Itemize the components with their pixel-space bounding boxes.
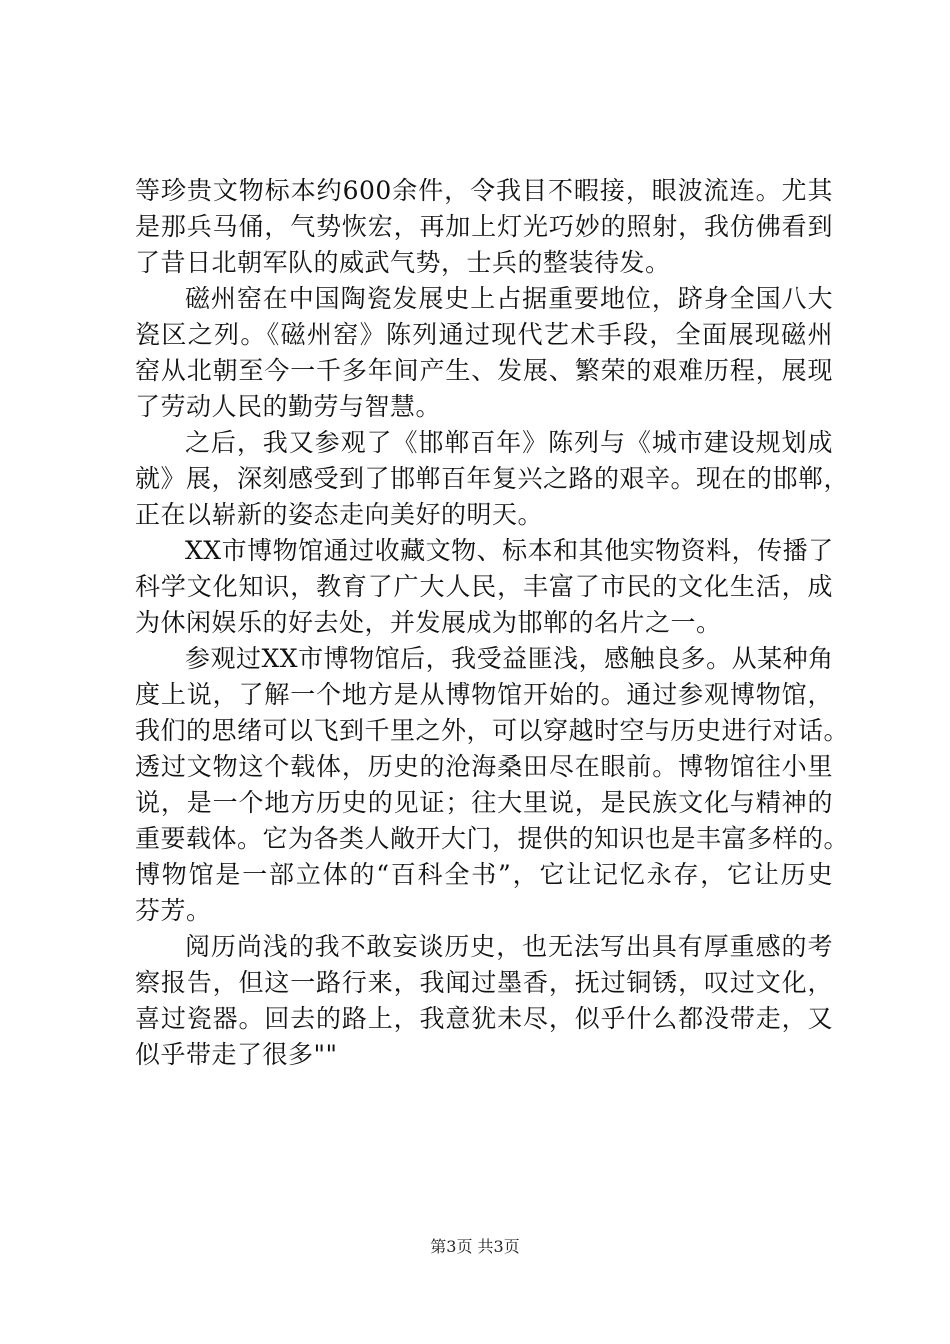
text-line: 是那兵马俑，气势恢宏，再加上灯光巧妙的照射，我仿佛看到 (135, 212, 833, 241)
text-line: 喜过瓷器。回去的路上，我意犹未尽，似乎什么都没带走，又 (135, 1004, 833, 1033)
body-text (135, 173, 850, 1073)
text-line: 似乎带走了很多"" (135, 1040, 338, 1069)
text-line: 窑从北朝至今一千多年间产生、发展、繁荣的艰难历程，展现 (135, 356, 833, 385)
text-line: 度上说，了解一个地方是从博物馆开始的。通过参观博物馆， (135, 680, 833, 709)
text-line: 博物馆是一部立体的“百科全书”，它让记忆永存，它让历史 (135, 860, 833, 889)
text-line: 透过文物这个载体，历史的沧海桑田尽在眼前。博物馆往小里 (135, 752, 833, 781)
text-line: 阅历尚浅的我不敢妄谈历史，也无法写出具有厚重感的考 (185, 932, 833, 961)
paragraph (135, 425, 850, 533)
paragraph (135, 281, 833, 425)
text-line: XX市博物馆通过收藏文物、标本和其他实物资料，传播了 (185, 536, 834, 565)
paragraph (135, 641, 850, 929)
text-line: 芬芳。 (135, 896, 212, 925)
paragraph (135, 929, 833, 1073)
text-line: 重要载体。它为各类人敞开大门，提供的知识也是丰富多样的。 (135, 824, 850, 853)
text-line: 之后，我又参观了《邯郸百年》陈列与《城市建设规划成 (185, 428, 833, 457)
text-line: 参观过XX市博物馆后，我受益匪浅，感触良多。从某种角 (185, 644, 834, 673)
text-line: 为休闲娱乐的好去处，并发展成为邯郸的名片之一。 (135, 608, 722, 637)
text-line: 说，是一个地方历史的见证；往大里说，是民族文化与精神的 (135, 788, 833, 817)
text-line: 瓷区之列。《磁州窑》陈列通过现代艺术手段，全面展现磁州 (135, 320, 833, 349)
text-line: 就》展，深刻感受到了邯郸百年复兴之路的艰辛。现在的邯郸， (135, 464, 850, 493)
text-line: 了昔日北朝军队的威武气势，士兵的整装待发。 (135, 248, 671, 277)
text-line: 我们的思绪可以飞到千里之外，可以穿越时空与历史进行对话。 (135, 716, 850, 745)
text-line: 等珍贵文物标本约600余件，令我目不暇接，眼波流连。尤其 (135, 176, 833, 205)
text-line: 察报告，但这一路行来，我闻过墨香，抚过铜锈，叹过文化， (135, 968, 833, 997)
text-line: 科学文化知识，教育了广大人民，丰富了市民的文化生活，成 (135, 572, 833, 601)
text-line: 正在以崭新的姿态走向美好的明天。 (135, 500, 544, 529)
paragraph (135, 533, 833, 641)
page-footer (0, 1237, 950, 1257)
text-line: 了劳动人民的勤劳与智慧。 (135, 392, 442, 421)
page-number-label: 第3页 共3页 (430, 1237, 520, 1256)
text-line: 磁州窑在中国陶瓷发展史上占据重要地位，跻身全国八大 (185, 284, 833, 313)
paragraph (135, 173, 833, 281)
